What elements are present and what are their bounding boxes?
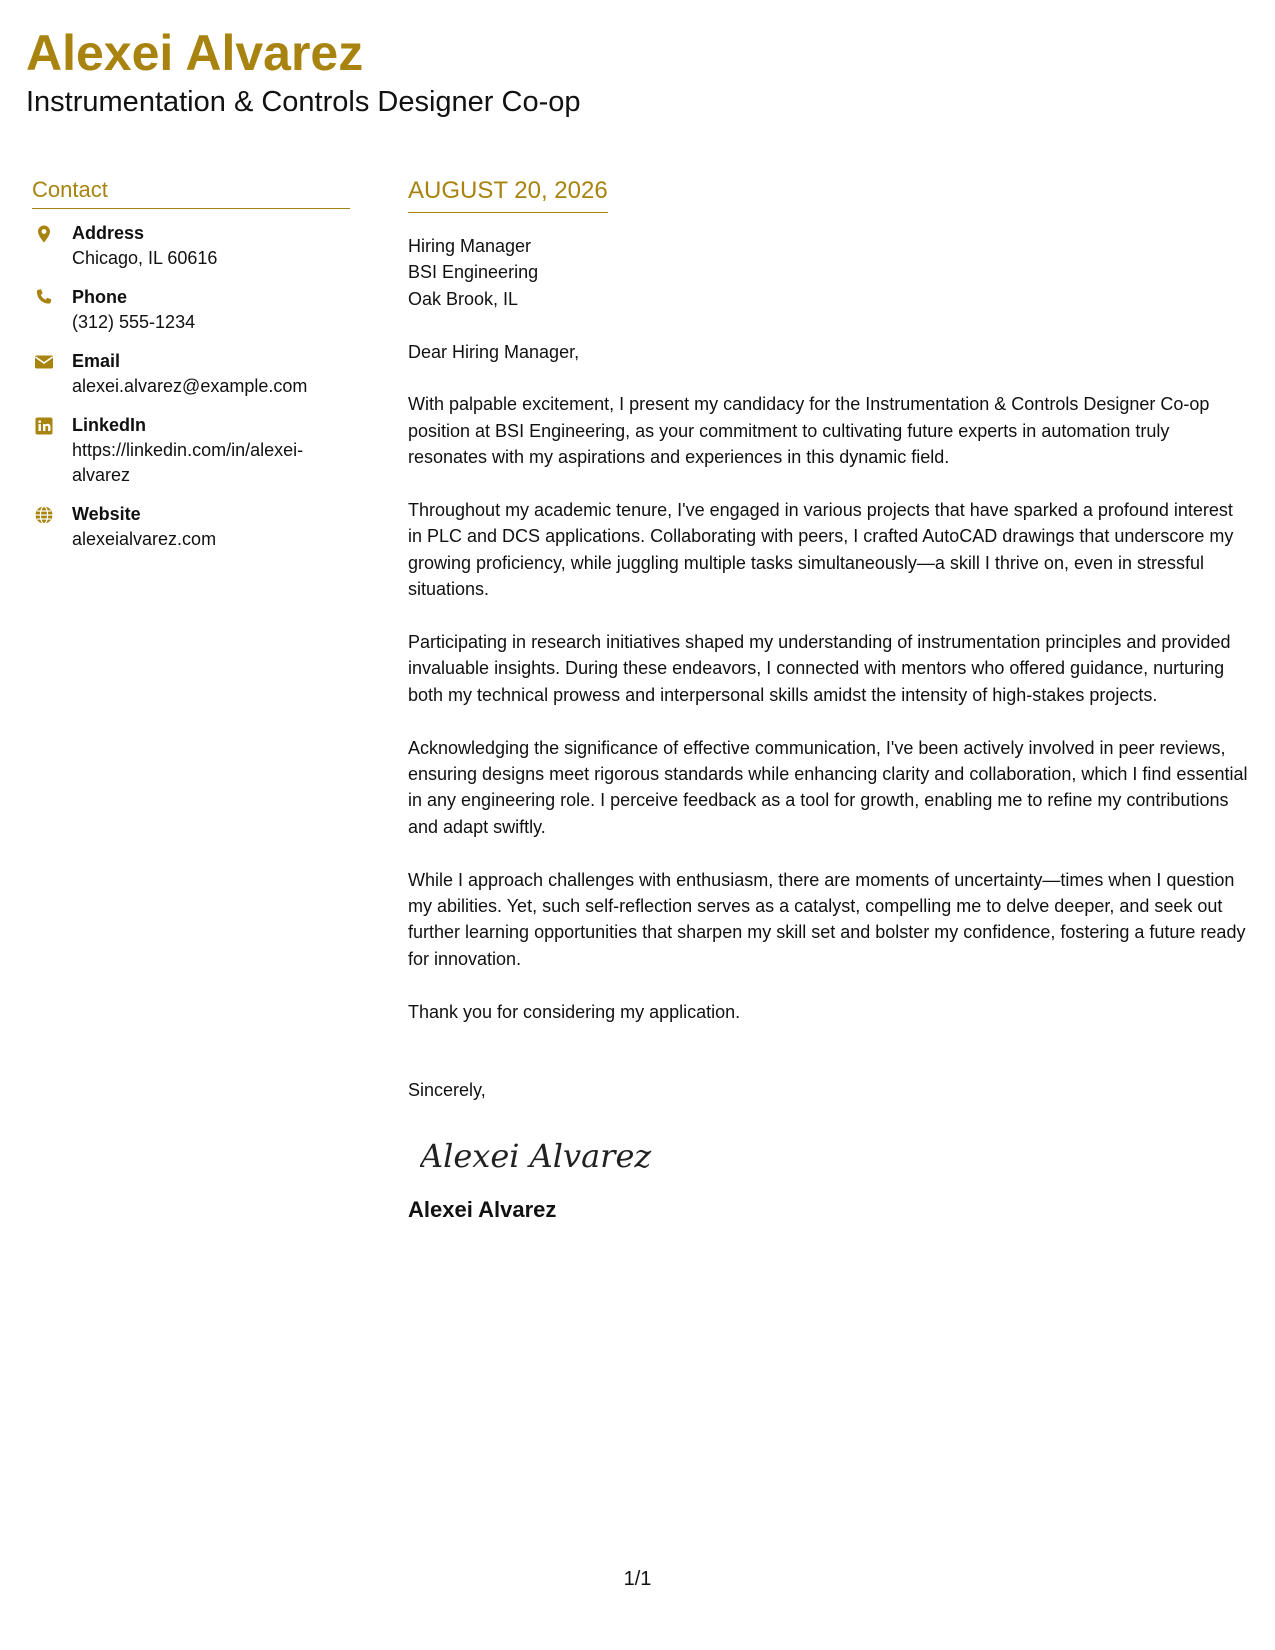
signature-image xyxy=(420,1127,1250,1183)
header xyxy=(26,22,580,120)
applicant-role: Instrumentation & Controls Designer Co-op xyxy=(26,86,581,118)
linkedin-icon xyxy=(34,416,54,436)
contact-value: Chicago, IL 60616 xyxy=(72,248,218,268)
contact-website xyxy=(32,502,350,552)
recipient-block xyxy=(408,233,1250,312)
paragraph: While I approach challenges with enthusiasm, there are moments of uncertainty—times when I question my abilities. Yet, such self-reflection serves as a catalyst, compelling me to delve deeper, and seek out further learning opportunities that sharpen my skill set and bolster my confidence, fostering a future ready for innovation. xyxy=(408,869,1246,969)
letter-date: AUGUST 20, 2026 xyxy=(408,176,608,213)
contact-label: Address xyxy=(72,223,145,243)
contact-address xyxy=(32,221,350,271)
contact-value: https://linkedin.com/in/alexei-alvarez xyxy=(72,440,304,485)
paragraph: Throughout my academic tenure, I've engaged in various projects that have sparked a profound interest in PLC and DCS applications. Collaborating with peers, I crafted AutoCAD drawings that underscore my growing proficiency, while juggling multiple tasks simultaneously—a skill I thrive on, even in stressful situations. xyxy=(408,500,1234,600)
greeting: Dear Hiring Manager, xyxy=(408,341,580,362)
contact-label: Email xyxy=(72,351,121,371)
page-number: 1/1 xyxy=(623,1568,652,1590)
contact-email xyxy=(32,349,350,399)
contact-label: Website xyxy=(72,504,141,524)
contact-linkedin xyxy=(32,413,350,488)
closing: Sincerely, xyxy=(408,1080,486,1101)
paragraph: Acknowledging the significance of effective communication, I've been actively involved in peer reviews, ensuring designs meet rigorous standards while enhancing clarity and collaboration, which I find essential in any engineering role. I perceive feedback as a tool for growth, enabling me to refine my contributions and adapt swiftly. xyxy=(408,737,1248,837)
signature-text: Alexei Alvarez xyxy=(420,1137,652,1176)
contact-value: (312) 555-1234 xyxy=(72,312,196,332)
signer-name: Alexei Alvarez xyxy=(408,1197,557,1223)
recipient-line: BSI Engineering xyxy=(408,262,539,283)
recipient-line: Oak Brook, IL xyxy=(408,288,519,309)
contact-sidebar xyxy=(32,176,350,566)
contact-phone xyxy=(32,285,350,335)
envelope-icon xyxy=(34,352,54,372)
contact-value: alexeialvarez.com xyxy=(72,529,217,549)
map-pin-icon xyxy=(34,224,54,244)
applicant-name: Alexei Alvarez xyxy=(26,25,364,81)
contact-label: LinkedIn xyxy=(72,415,147,435)
paragraph: Participating in research initiatives shaped my understanding of instrumentation principles and provided invaluable insights. During these endeavors, I connected with mentors who offered guidance, nurturing both my technical prowess and interpersonal skills amidst the intensity of high-stakes projects. xyxy=(408,632,1231,705)
phone-icon xyxy=(34,288,54,308)
recipient-line: Hiring Manager xyxy=(408,236,532,256)
paragraph: With palpable excitement, I present my candidacy for the Instrumentation & Controls Designer Co-op position at BSI Engineering, as your commitment to cultivating future experts in automation truly resonates with my aspirations and experiences in this dynamic field. xyxy=(408,394,1210,468)
contact-label: Phone xyxy=(72,287,128,307)
contact-section-title: Contact xyxy=(32,176,350,209)
globe-icon xyxy=(34,505,54,525)
contact-value: alexei.alvarez@example.com xyxy=(72,376,308,396)
letter-body xyxy=(408,176,1250,1224)
paragraph: Thank you for considering my application. xyxy=(408,1001,741,1022)
